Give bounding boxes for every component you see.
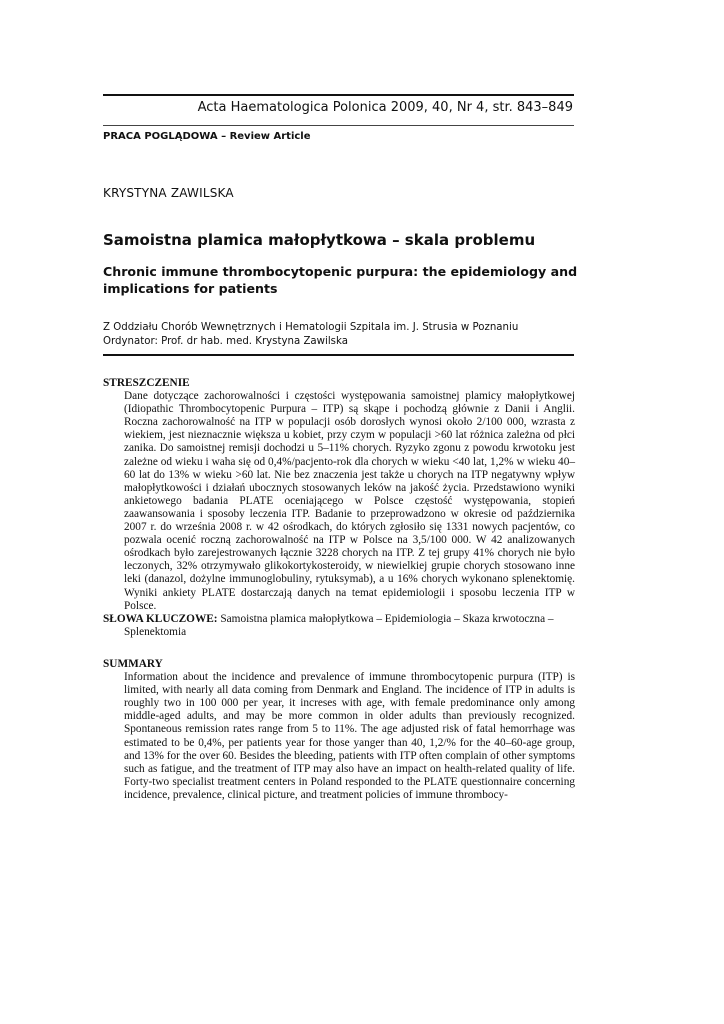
abstract-polish-body: Dane dotyczące zachorowalności i częstości występowania samoistnej plamicy małopłytkowej (Idiopathic Thrombocytopenic Purpura – ITP) są skąpe i pochodzą głównie z Danii i Anglii. Roczna zachorowalność na ITP w populacji osób dorosłych wynosi około 2/100 000, wzrasta z wiekiem, jest nieznacznie większa u kobiet, przy czym w populacji >60 lat różnica zależna od płci zanika. Do samoistnej remisji dochodzi u 5–11% chorych. Ryzyko zgonu z powodu krwotoku jest zależne od wieku i waha się od 0,4%/pacjento-rok dla chorych w wieku <40 lat, 1,2% w wieku 40–60 lat do 13% w wieku >60 lat. Nie bez znaczenia jest także u chorych na ITP negatywny wpływ małopłytkowości i działań ubocznych stosowanych leków na jakość życia. Przedstawiono wyniki ankietowego badania PLATE oceniającego w Polsce częstość występowania, stopień zaawansowania i sposoby leczenia ITP. Badanie to przeprowadzono w okresie od października 2007 r. do września 2008 r. w 42 ośrodkach, do których zgłosiło się 1331 nowych pacjentów, co pozwala ocenić roczną zachorowalność na ITP w Polsce na 3,5/100 000. W 42 analizowanych ośrodkach było zarejestrowanych łącznie 3228 chorych na ITP. Z tej grupy 41% chorych nie było leczonych, 32% otrzymywało glikokortykosteroidy, w niewielkiej grupie chorych stosowano inne leki (danazol, dożylne immunoglobuliny, rytuksymab), a u 16% chorych wykonano splenektomię. Wyniki ankiety PLATE dostarczają danych na temat epidemiologii i sposobu leczenia ITP w Polsce. (124, 390, 575, 612)
top-rule (103, 94, 574, 96)
affiliation-rule (103, 354, 574, 356)
keywords (103, 613, 575, 639)
article-type: PRACA POGLĄDOWA – Review Article (103, 131, 311, 142)
author-name: KRYSTYNA ZAWILSKA (103, 186, 234, 200)
journal-reference: Acta Haematologica Polonica 2009, 40, Nr 4, str. 843–849 (197, 100, 573, 115)
head-of-department-line: Ordynator: Prof. dr hab. med. Krystyna Zawilska (103, 336, 348, 347)
abstract-polish-heading: STRESZCZENIE (103, 377, 190, 389)
affiliation-line: Z Oddziału Chorób Wewnętrznych i Hematologii Szpitala im. J. Strusia w Poznaniu (103, 322, 519, 333)
abstract-english-heading: SUMMARY (103, 658, 163, 670)
affiliation (103, 321, 578, 349)
title-polish: Samoistna plamica małopłytkowa – skala problemu (103, 231, 536, 249)
abstract-polish (103, 377, 575, 639)
header-rule (103, 125, 574, 126)
keywords-text: Samoistna plamica małopłytkowa – Epidemiologia – Skaza krwotoczna – (217, 612, 554, 625)
abstract-english-body: Information about the incidence and prevalence of immune thrombocytopenic purpura (ITP) is limited, with nearly all data coming from Denmark and England. The incidence of ITP in adults is roughly two in 100 000 per year, it increses with age, with female predominance only among middle-aged adults, and may be more common in older adults than previously recognized. Spontaneous remission rates range from 5 to 11%. The age adjusted risk of fatal hemorrhage was estimated to be 0,4%, per patients year for those yanger than 40, 1,2/% for the 40–60-age group, and 13% for the over 60. Besides the bleeding, patients with ITP often complain of other symptoms such as fatigue, and the treatment of ITP may also have an impact on health-related quality of life. Forty-two specialist treatment centers in Poland responded to the PLATE questionnaire concerning incidence, prevalence, clinical picture, and treatment policies of immune thrombocy- (124, 671, 575, 801)
keywords-label: SŁOWA KLUCZOWE: (103, 612, 218, 625)
title-english: Chronic immune thrombocytopenic purpura: the epidemiology and implications for patients (103, 264, 578, 296)
abstract-english (103, 658, 575, 802)
keywords-text-continued: Splenektomia (124, 625, 187, 638)
